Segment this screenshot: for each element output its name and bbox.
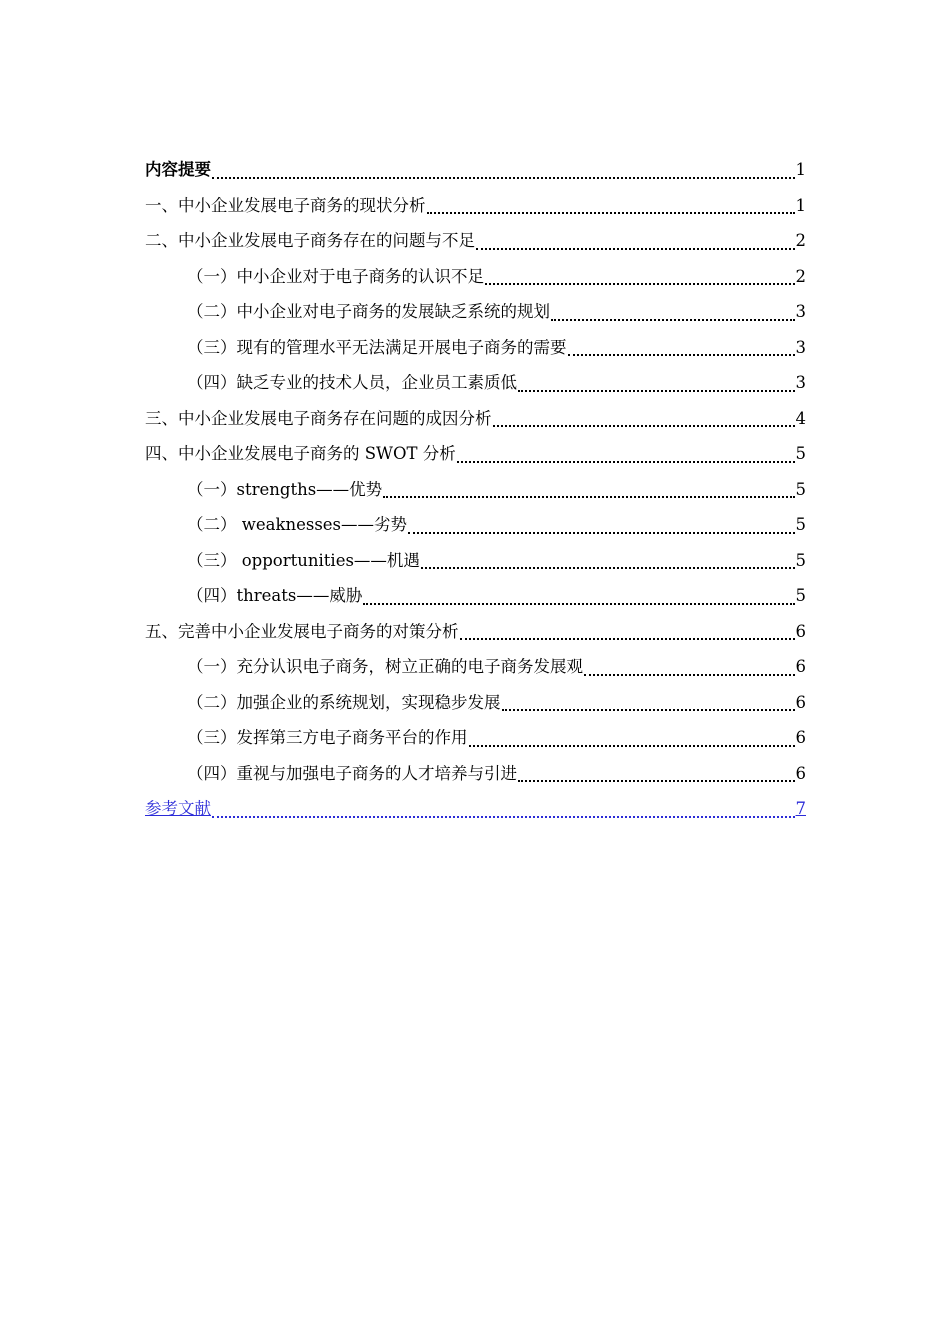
toc-entry-section-4-1[interactable] xyxy=(145,472,806,508)
toc-entry-page: 6 xyxy=(795,657,806,676)
toc-entry-section-2[interactable] xyxy=(145,223,806,259)
toc-entry-section-5-3[interactable] xyxy=(145,720,806,756)
toc-entry-section-5-4[interactable] xyxy=(145,756,806,792)
toc-entry-summary[interactable] xyxy=(145,152,806,188)
toc-entry-label: （四）重视与加强电子商务的人才培养与引进 xyxy=(187,763,517,783)
toc-entry-label: （三） opportunities——机遇 xyxy=(187,550,420,570)
dot-leader xyxy=(502,707,795,711)
toc-entry-label: （二） weaknesses——劣势 xyxy=(187,515,408,534)
toc-entry-references-link[interactable] xyxy=(145,791,806,827)
dot-leader xyxy=(476,246,795,250)
dot-leader xyxy=(408,530,794,534)
dot-leader xyxy=(493,423,795,427)
toc-entry-page: 6 xyxy=(795,728,806,747)
toc-entry-section-4-2[interactable] xyxy=(145,507,806,543)
toc-entry-page: 3 xyxy=(795,373,806,392)
toc-entry-label: 内容提要 xyxy=(145,160,211,179)
dot-leader xyxy=(469,743,795,747)
toc-entry-label: 四、中小企业发展电子商务的 SWOT 分析 xyxy=(145,444,456,463)
toc-entry-label: 五、完善中小企业发展电子商务的对策分析 xyxy=(145,621,459,641)
toc-entry-page: 7 xyxy=(795,799,806,818)
toc-entry-section-3[interactable] xyxy=(145,401,806,437)
toc-entry-label: （一）strengths——优势 xyxy=(187,479,383,499)
toc-entry-section-4-4[interactable] xyxy=(145,578,806,614)
dot-leader xyxy=(383,494,794,498)
toc-entry-page: 6 xyxy=(795,692,806,712)
dot-leader xyxy=(212,175,795,179)
toc-entry-section-4-3[interactable] xyxy=(145,543,806,579)
toc-entry-label: （四）threats——威胁 xyxy=(187,586,363,605)
toc-entry-page: 1 xyxy=(795,195,806,215)
toc-entry-section-2-1[interactable] xyxy=(145,259,806,295)
dot-leader xyxy=(584,672,795,676)
toc-entry-section-2-3[interactable] xyxy=(145,330,806,366)
toc-entry-page: 5 xyxy=(795,444,806,463)
toc-entry-page: 2 xyxy=(795,231,806,250)
toc-entry-section-5[interactable] xyxy=(145,614,806,650)
toc-entry-section-5-2[interactable] xyxy=(145,685,806,721)
dot-leader xyxy=(460,636,795,640)
toc-entry-section-2-4[interactable] xyxy=(145,365,806,401)
toc-entry-page: 6 xyxy=(795,763,806,783)
toc-entry-section-4[interactable] xyxy=(145,436,806,472)
toc-entry-label: 二、中小企业发展电子商务存在的问题与不足 xyxy=(145,231,475,250)
toc-entry-section-2-2[interactable] xyxy=(145,294,806,330)
toc-entry-page: 4 xyxy=(795,408,806,428)
toc-entry-page: 6 xyxy=(795,621,806,641)
toc-entry-label: （一）充分认识电子商务，树立正确的电子商务发展观 xyxy=(187,657,583,676)
toc-entry-label: 三、中小企业发展电子商务存在问题的成因分析 xyxy=(145,408,492,428)
toc-entry-label: 一、中小企业发展电子商务的现状分析 xyxy=(145,195,426,215)
toc-entry-page: 5 xyxy=(795,515,806,534)
toc-entry-page: 1 xyxy=(795,160,806,179)
dot-leader xyxy=(363,601,794,605)
toc-entry-page: 5 xyxy=(795,550,806,570)
dot-leader xyxy=(568,352,795,356)
dot-leader xyxy=(518,778,795,782)
toc-entry-page: 2 xyxy=(795,266,806,286)
dot-leader xyxy=(427,210,795,214)
toc-entry-label: 参考文献 xyxy=(145,799,211,818)
toc-entry-section-5-1[interactable] xyxy=(145,649,806,685)
dot-leader xyxy=(551,317,795,321)
table-of-contents xyxy=(145,152,806,827)
toc-entry-label: （三）发挥第三方电子商务平台的作用 xyxy=(187,728,468,747)
toc-entry-page: 3 xyxy=(795,302,806,321)
toc-entry-label: （三）现有的管理水平无法满足开展电子商务的需要 xyxy=(187,337,567,357)
dot-leader xyxy=(457,459,795,463)
dot-leader xyxy=(212,814,795,818)
toc-entry-label: （二）加强企业的系统规划，实现稳步发展 xyxy=(187,692,501,712)
toc-entry-label: （四）缺乏专业的技术人员，企业员工素质低 xyxy=(187,373,517,392)
toc-entry-section-1[interactable] xyxy=(145,188,806,224)
toc-entry-page: 3 xyxy=(795,337,806,357)
toc-entry-label: （二）中小企业对电子商务的发展缺乏系统的规划 xyxy=(187,302,550,321)
toc-entry-page: 5 xyxy=(795,586,806,605)
dot-leader xyxy=(421,565,795,569)
toc-entry-page: 5 xyxy=(795,479,806,499)
toc-entry-label: （一）中小企业对于电子商务的认识不足 xyxy=(187,266,484,286)
dot-leader xyxy=(518,388,795,392)
dot-leader xyxy=(485,281,795,285)
